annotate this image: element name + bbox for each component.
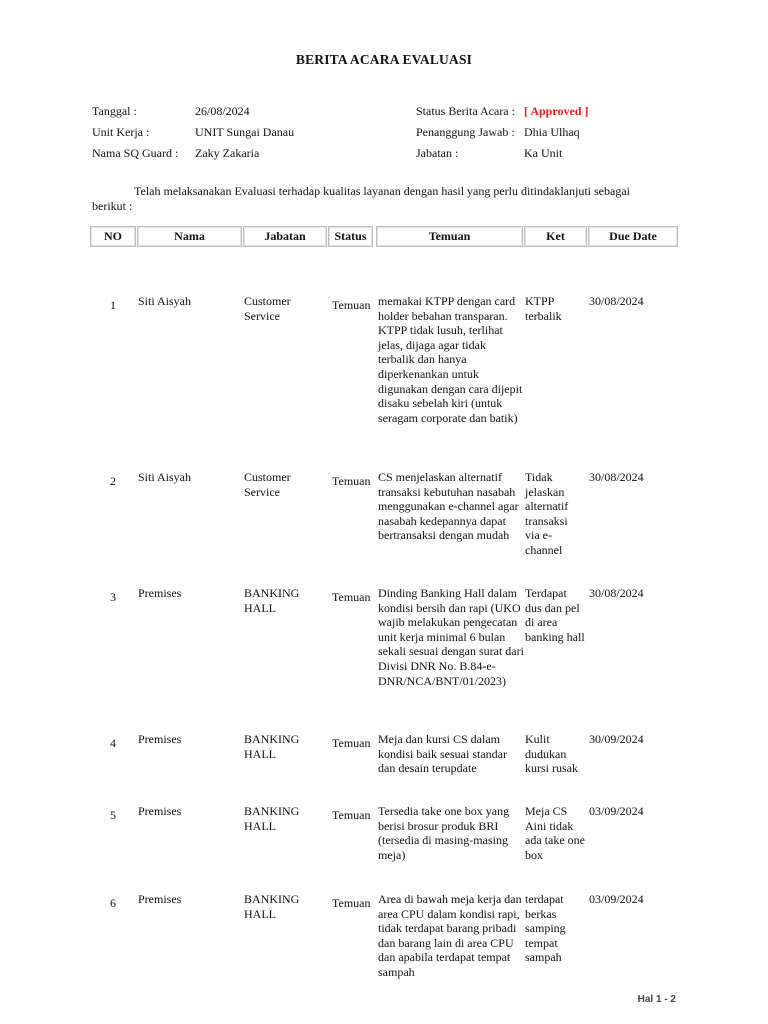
unit-value: UNIT Sungai Danau — [195, 125, 295, 139]
cell-due-date: 30/09/2024 — [589, 732, 644, 746]
tanggal-value: 26/08/2024 — [195, 104, 250, 118]
cell-status: Temuan — [332, 808, 371, 822]
cell-ket: terdapat berkas samping tempat sampah — [525, 892, 566, 965]
header-nama: Nama — [137, 226, 242, 247]
cell-nama: Premises — [138, 804, 182, 818]
cell-status: Temuan — [332, 590, 371, 604]
cell-no: 1 — [110, 298, 116, 312]
cell-status: Temuan — [332, 474, 371, 488]
cell-temuan: Meja dan kursi CS dalam kondisi baik sesuai standar dan desain terupdate — [378, 732, 507, 776]
jabatan-label: Jabatan : — [416, 146, 459, 160]
meta-row-1 — [92, 104, 692, 125]
cell-no: 4 — [110, 736, 116, 750]
cell-due-date: 03/09/2024 — [589, 804, 644, 818]
page-title: BERITA ACARA EVALUASI — [295, 52, 473, 67]
cell-ket: Kulit dudukan kursi rusak — [525, 732, 578, 776]
cell-nama: Premises — [138, 732, 182, 746]
pj-value: Dhia Ulhaq — [524, 125, 580, 139]
header-temuan: Temuan — [376, 226, 523, 247]
tanggal-label: Tanggal : — [92, 104, 137, 118]
guard-value: Zaky Zakaria — [195, 146, 260, 160]
cell-temuan: CS menjelaskan alternatif transaksi kebutuhan nasabah menggunakan e-channel agar nasabah kedepannya dapat bertransaksi dengan mudah — [378, 470, 519, 543]
status-label: Status Berita Acara : — [416, 104, 515, 118]
meta-row-3 — [92, 146, 692, 167]
header-status: Status — [328, 226, 373, 247]
cell-jabatan: Customer Service — [244, 294, 291, 323]
page-number: Hal 1 - 2 — [637, 994, 676, 1005]
cell-due-date: 30/08/2024 — [589, 470, 644, 484]
cell-ket: Terdapat dus dan pel di area banking hall — [525, 586, 585, 644]
header-ket: Ket — [524, 226, 587, 247]
cell-temuan: Area di bawah meja kerja dan area CPU dalam kondisi rapi, tidak terdapat barang pribadi dan barang lain di area CPU dan apabila terdapat tempat sampah — [378, 892, 522, 979]
pj-label: Penanggung Jawab : — [416, 125, 515, 139]
cell-jabatan: BANKING HALL — [244, 804, 300, 833]
cell-ket: Tidak jelaskan alternatif transaksi via e-channel — [525, 470, 569, 557]
cell-jabatan: BANKING HALL — [244, 586, 300, 615]
unit-label: Unit Kerja : — [92, 125, 150, 139]
cell-temuan: Dinding Banking Hall dalam kondisi bersih dan rapi (UKO wajib melakukan pengecatan unit kerja minimal 6 bulan sekali sesuai dengan surat dari Divisi DNR No. B.84-e-DNR/NCA/BNT/01/2023) — [378, 586, 524, 688]
jabatan-value: Ka Unit — [524, 146, 563, 160]
cell-status: Temuan — [332, 736, 371, 750]
cell-nama: Siti Aisyah — [138, 470, 192, 484]
cell-due-date: 30/08/2024 — [589, 294, 644, 308]
cell-temuan: memakai KTPP dengan card holder bebahan transparan. KTPP tidak lusuh, terlihat jelas, dijaga agar tidak terbalik dan hanya diperkenankan untuk digunakan dengan cara dijepit disaku sebelah kiri (untuk seragam corporate dan batik) — [378, 294, 523, 425]
cell-jabatan: BANKING HALL — [244, 732, 300, 761]
cell-jabatan: BANKING HALL — [244, 892, 300, 921]
cell-no: 6 — [110, 896, 116, 910]
cell-ket: Meja CS Aini tidak ada take one box — [525, 804, 585, 862]
meta-info — [92, 104, 692, 167]
cell-status: Temuan — [332, 298, 371, 312]
status-badge: [ Approved ] — [524, 104, 589, 118]
header-no: NO — [90, 226, 136, 247]
guard-label: Nama SQ Guard : — [92, 146, 179, 160]
cell-due-date: 03/09/2024 — [589, 892, 644, 906]
cell-no: 2 — [110, 474, 116, 488]
cell-temuan: Tersedia take one box yang berisi brosur produk BRI (tersedia di masing-masing meja) — [378, 804, 510, 862]
cell-jabatan: Customer Service — [244, 470, 291, 499]
cell-no: 3 — [110, 590, 116, 604]
cell-due-date: 30/08/2024 — [589, 586, 644, 600]
intro-paragraph: Telah melaksanakan Evaluasi terhadap kualitas layanan dengan hasil yang perlu ditindaklanjuti sebagai berikut : — [92, 184, 630, 213]
cell-nama: Siti Aisyah — [138, 294, 192, 308]
cell-ket: KTPP terbalik — [525, 294, 562, 323]
cell-nama: Premises — [138, 892, 182, 906]
cell-no: 5 — [110, 808, 116, 822]
header-due-date: Due Date — [588, 226, 678, 247]
meta-row-2 — [92, 125, 692, 146]
cell-status: Temuan — [332, 896, 371, 910]
header-jabatan: Jabatan — [243, 226, 327, 247]
cell-nama: Premises — [138, 586, 182, 600]
